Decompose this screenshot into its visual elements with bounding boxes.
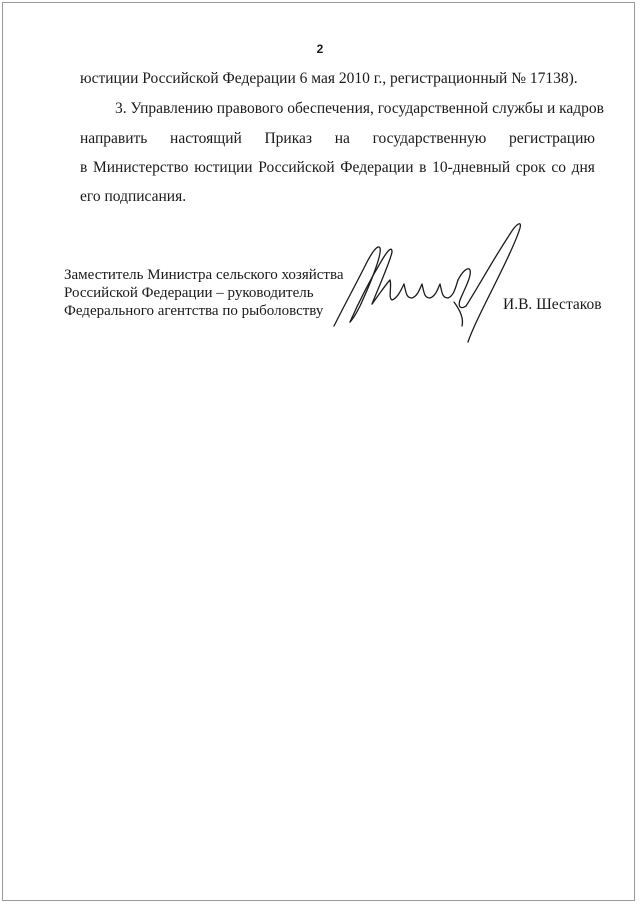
word: направить bbox=[80, 130, 148, 147]
paragraph-line-5: его подписания. bbox=[80, 188, 187, 205]
word: на bbox=[334, 130, 350, 147]
position-line-1: Заместитель Министра сельского хозяйства bbox=[64, 267, 344, 283]
position-line-3: Федерального агентства по рыболовству bbox=[64, 303, 324, 319]
word: Министерство bbox=[92, 159, 189, 176]
word: со bbox=[551, 159, 566, 176]
word: срок bbox=[515, 159, 546, 176]
word: государственную bbox=[372, 130, 487, 147]
page-number: 2 bbox=[316, 42, 324, 56]
handwritten-signature bbox=[330, 214, 530, 344]
word: юстиции bbox=[194, 159, 253, 176]
word: настоящий bbox=[170, 130, 242, 147]
word: Приказ bbox=[264, 130, 313, 147]
word: в bbox=[80, 159, 88, 176]
word: в bbox=[419, 159, 427, 176]
signatory-position bbox=[64, 266, 344, 320]
word: Российской bbox=[258, 159, 335, 176]
paragraph-line-4 bbox=[80, 159, 595, 177]
paragraph-line-3 bbox=[80, 130, 595, 148]
signatory-name: И.В. Шестаков bbox=[503, 296, 602, 313]
paragraph-line-2: 3. Управлению правового обеспечения, государственной службы и кадров bbox=[115, 100, 604, 117]
word: Федерации bbox=[340, 159, 414, 176]
word: регистрацию bbox=[509, 130, 595, 147]
position-line-2: Российской Федерации – руководитель bbox=[64, 285, 314, 301]
paragraph-line-1: юстиции Российской Федерации 6 мая 2010 г., регистрационный № 17138). bbox=[80, 70, 578, 87]
word: дня bbox=[571, 159, 595, 176]
word: 10-дневный bbox=[432, 159, 511, 176]
